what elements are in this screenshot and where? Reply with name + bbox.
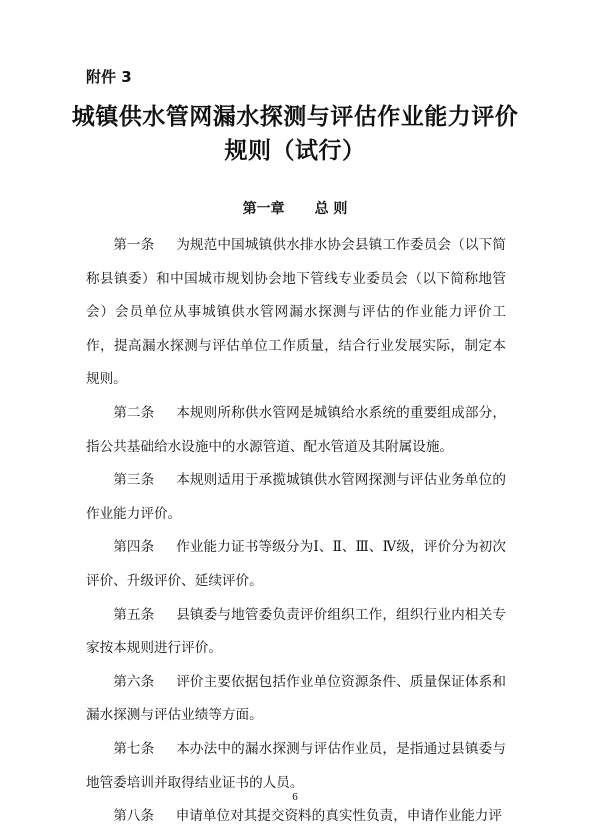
article-4: [86, 531, 506, 598]
article-label: 第四条: [113, 539, 155, 556]
chapter-number: 第一章: [242, 201, 285, 217]
article-8: [86, 800, 506, 834]
article-label: 第二条: [113, 404, 155, 421]
article-2: [86, 397, 506, 464]
document-body: [86, 229, 506, 834]
chapter-name: 总 则: [314, 201, 348, 217]
article-6: [86, 666, 506, 733]
article-3: [86, 464, 506, 531]
article-text: 申请单位对其提交资料的真实性负责，申请作业能力评: [175, 808, 502, 825]
article-text: 本规则所称供水管网是城镇给水系统的重要组成部分，指公共基础给水设施中的水源管道、配水管道及其附属设施。: [86, 404, 507, 455]
attachment-label: 附件 3: [86, 68, 132, 86]
article-label: 第七条: [113, 740, 155, 757]
document-title-line-1: 城镇供水管网漏水探测与评估作业能力评价: [71, 104, 519, 130]
article-label: 第八条: [113, 808, 154, 825]
chapter-heading: [0, 198, 590, 218]
article-5: [86, 599, 506, 666]
article-label: 第三条: [113, 472, 155, 489]
article-text: 县镇委与地管委负责评价组织工作，组织行业内相关专家按本规则进行评价。: [86, 606, 507, 657]
article-text: 评价主要依据包括作业单位资源条件、质量保证体系和漏水探测与评估业绩等方面。: [86, 673, 507, 724]
article-text: 作业能力证书等级分为Ⅰ、Ⅱ、Ⅲ、Ⅳ级，评价分为初次评价、升级评价、延续评价。: [86, 539, 506, 589]
page-number: 6: [292, 791, 298, 803]
article-text: 为规范中国城镇供水排水协会县镇工作委员会（以下简称县镇委）和中国城市规划协会地下管线专业委员会（以下简称地管会）会员单位从事城镇供水管网漏水探测与评估的作业能力评价工作，提高漏水探测与评估单位工作质量，结合行业发展实际，制定本规则。: [86, 237, 507, 388]
article-text: 本办法中的漏水探测与评估作业员，是指通过县镇委与地管委培训并取得结业证书的人员。: [86, 740, 507, 791]
article-1: [86, 229, 506, 397]
document-title-line-2: 规则（试行）: [224, 138, 366, 164]
article-label: 第六条: [113, 673, 155, 690]
article-label: 第一条: [113, 237, 155, 253]
article-text: 本规则适用于承揽城镇供水管网探测与评估业务单位的作业能力评价。: [86, 472, 507, 522]
article-label: 第五条: [113, 606, 155, 623]
